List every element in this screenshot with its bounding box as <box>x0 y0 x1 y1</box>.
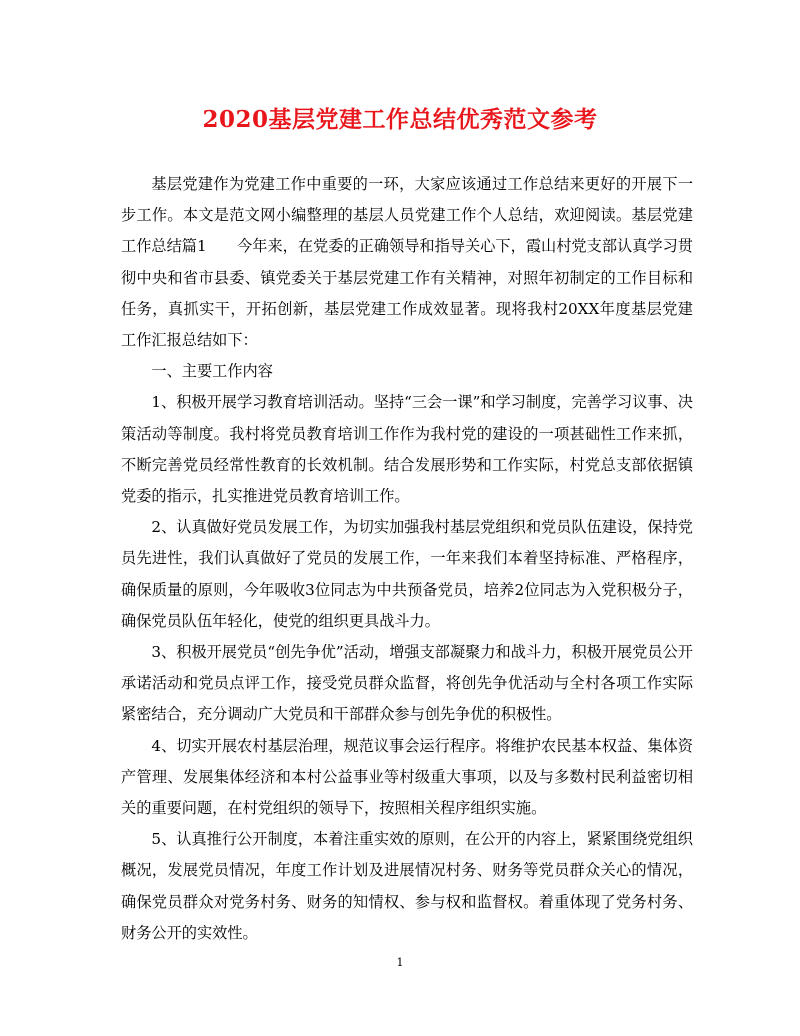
document-body <box>121 169 693 949</box>
paragraph-intro: 基层党建作为党建工作中重要的一环，大家应该通过工作总结来更好的开展下一步工作。本文是范文网小编整理的基层人员党建工作个人总结，欢迎阅读。基层党建工作总结篇1 今年来，在党委的正确领导和指导关心下，霞山村党支部认真学习贯彻中央和省市县委、镇党委关于基层党建工作有关精神，对照年初制定的工作目标和任务，真抓实干，开拓创新，基层党建工作成效显著。现将我村20XX年度基层党建工作汇报总结如下： <box>121 175 693 350</box>
paragraph-item-4: 4、切实开展农村基层治理，规范议事会运行程序。将维护农民基本权益、集体资产管理、发展集体经济和本村公益事业等村级重大事项，以及与多数村民利益密切相关的重要问题，在村党组织的领导下，按照相关程序组织实施。 <box>121 736 693 818</box>
section-heading-main-work: 一、主要工作内容 <box>151 362 273 381</box>
paragraph-item-3: 3、积极开展党员“创先争优”活动，增强支部凝聚力和战斗力，积极开展党员公开承诺活动和党员点评工作，接受党员群众监督，将创先争优活动与全村各项工作实际紧密结合，充分调动广大党员和干部群众参与创先争优的积极性。 <box>121 643 693 724</box>
paragraph-item-1: 1、积极开展学习教育培训活动。坚持“三会一课”和学习制度，完善学习议事、决策活动等制度。我村将党员教育培训工作作为我村党的建设的一项甚础性工作来抓，不断完善党员经常性教育的长效机制。结合发展形势和工作实际，村党总支部依据镇党委的指示，扎实推进党员教育培训工作。 <box>121 393 693 506</box>
paragraph-item-5: 5、认真推行公开制度，本着注重实效的原则，在公开的内容上，紧紧围绕党组织概况，发展党员情况，年度工作计划及进展情况村务、财务等党员群众关心的情况，确保党员群众对党务村务、财务的知情权、参与权和监督权。着重体现了党务村务、财务公开的实效性。 <box>121 830 693 942</box>
page-number: 1 <box>396 956 404 969</box>
document-title: 2020基层党建工作总结优秀范文参考 <box>202 106 598 133</box>
paragraph-item-2: 2、认真做好党员发展工作，为切实加强我村基层党组织和党员队伍建设，保持党员先进性，我们认真做好了党员的发展工作，一年来我们本着坚持标准、严格程序，确保质量的原则，今年吸收3位同志为中共预备党员，培养2位同志为入党积极分子，确保党员队伍年轻化，使党的组织更具战斗力。 <box>121 518 693 630</box>
